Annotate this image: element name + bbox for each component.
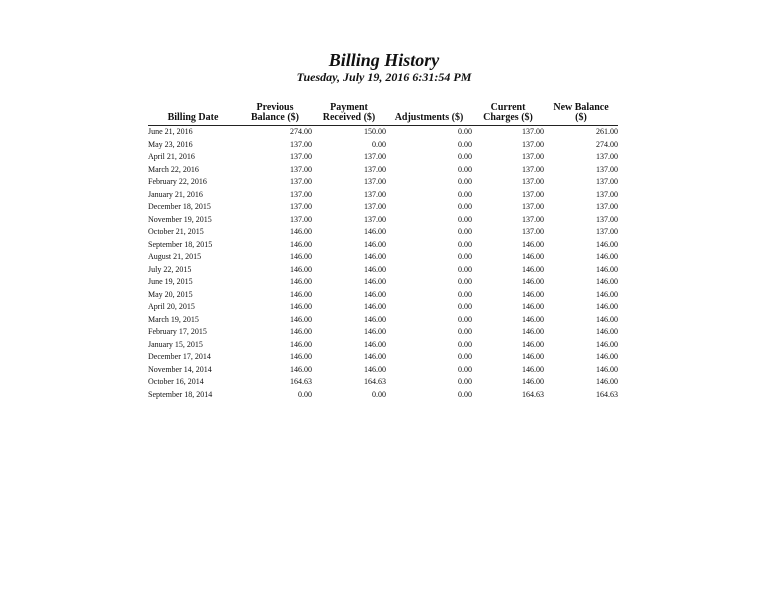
- previous-balance-cell: 137.00: [290, 177, 312, 186]
- current-charges-cell: 137.00: [522, 139, 544, 149]
- previous-balance-cell: 137.00: [290, 164, 312, 174]
- table-row: [148, 301, 618, 314]
- adjustments-cell: 0.00: [458, 227, 472, 236]
- current-charges-cell: 146.00: [522, 364, 544, 374]
- new-balance-cell: 146.00: [596, 377, 618, 386]
- header-label-line: Received ($): [322, 112, 376, 123]
- current-charges-cell: 146.00: [522, 302, 544, 311]
- previous-balance-cell: 146.00: [290, 327, 312, 336]
- billing-date-cell: June 21, 2016: [148, 127, 193, 136]
- payment-received-cell: 146.00: [364, 302, 386, 311]
- billing-date-cell: August 21, 2015: [148, 252, 202, 261]
- current-charges-cell: 137.00: [522, 227, 544, 236]
- previous-balance-cell: 146.00: [290, 239, 312, 249]
- current-charges-cell: 146.00: [522, 277, 544, 286]
- previous-balance-cell: 137.00: [290, 202, 312, 211]
- previous-balance-cell: 146.00: [290, 264, 312, 274]
- table-row: [148, 176, 618, 189]
- billing-date-cell: April 20, 2015: [148, 302, 195, 311]
- payment-received-cell: 146.00: [364, 239, 386, 249]
- billing-date-cell: July 22, 2015: [148, 264, 192, 274]
- new-balance-cell: 137.00: [596, 164, 618, 174]
- billing-date-cell: June 19, 2015: [148, 277, 193, 286]
- table-row: [148, 201, 618, 214]
- table-row: [148, 364, 618, 377]
- payment-received-header: [312, 102, 386, 126]
- new-balance-cell: 146.00: [596, 289, 618, 299]
- table-row: [148, 126, 618, 139]
- payment-received-cell: 137.00: [364, 214, 386, 224]
- new-balance-cell: 274.00: [596, 139, 618, 149]
- current-charges-cell: 137.00: [522, 214, 544, 224]
- previous-balance-cell: 0.00: [298, 389, 312, 399]
- new-balance-cell: 137.00: [596, 227, 618, 236]
- new-balance-cell: 137.00: [596, 189, 618, 199]
- current-charges-cell: 146.00: [522, 327, 544, 336]
- new-balance-cell: 137.00: [596, 214, 618, 224]
- new-balance-cell: 146.00: [596, 264, 618, 274]
- current-charges-cell: 146.00: [522, 339, 544, 349]
- table-row: [148, 239, 618, 252]
- payment-received-cell: 146.00: [364, 327, 386, 336]
- current-charges-cell: 137.00: [522, 189, 544, 199]
- current-charges-cell: 146.00: [522, 252, 544, 261]
- table-row: [148, 264, 618, 277]
- previous-balance-cell: 164.63: [290, 377, 312, 386]
- table-row: [148, 289, 618, 302]
- previous-balance-cell: 137.00: [290, 139, 312, 149]
- table-row: [148, 339, 618, 352]
- new-balance-header: [544, 102, 618, 126]
- new-balance-cell: 146.00: [596, 364, 618, 374]
- adjustments-cell: 0.00: [458, 352, 472, 361]
- previous-balance-cell: 146.00: [290, 277, 312, 286]
- table-body: [148, 126, 618, 402]
- table-row: [148, 326, 618, 339]
- billing-date-cell: December 17, 2014: [148, 352, 211, 361]
- header-label-line: Payment: [330, 102, 368, 113]
- billing-history-table: [148, 102, 618, 401]
- payment-received-cell: 137.00: [364, 164, 386, 174]
- payment-received-cell: 137.00: [364, 177, 386, 186]
- adjustments-cell: 0.00: [458, 389, 472, 399]
- table-row: [148, 376, 618, 389]
- billing-date-cell: January 15, 2015: [148, 339, 203, 349]
- payment-received-cell: 137.00: [364, 202, 386, 211]
- billing-date-cell: February 17, 2015: [148, 327, 207, 336]
- table-row: [148, 251, 618, 264]
- table-row: [148, 314, 618, 327]
- table-row: [148, 151, 618, 164]
- table-row: [148, 139, 618, 152]
- current-charges-cell: 146.00: [522, 377, 544, 386]
- table-row: [148, 351, 618, 364]
- adjustments-cell: 0.00: [458, 139, 472, 149]
- payment-received-cell: 146.00: [364, 352, 386, 361]
- current-charges-cell: 137.00: [522, 177, 544, 186]
- new-balance-cell: 261.00: [596, 127, 618, 136]
- adjustments-cell: 0.00: [458, 127, 472, 136]
- billing-date-cell: October 21, 2015: [148, 227, 204, 236]
- billing-date-cell: March 22, 2016: [148, 164, 199, 174]
- adjustments-cell: 0.00: [458, 214, 472, 224]
- billing-date-cell: May 20, 2015: [148, 289, 193, 299]
- adjustments-cell: 0.00: [458, 277, 472, 286]
- header-label-line: Previous: [256, 102, 294, 113]
- previous-balance-header: [238, 102, 312, 126]
- previous-balance-cell: 146.00: [290, 227, 312, 236]
- current-charges-cell: 137.00: [522, 127, 544, 136]
- previous-balance-cell: 146.00: [290, 252, 312, 261]
- new-balance-cell: 137.00: [596, 152, 618, 161]
- billing-date-cell: September 18, 2015: [148, 239, 213, 249]
- billing-date-cell: November 14, 2014: [148, 364, 212, 374]
- report-title: Billing History: [328, 50, 440, 70]
- table-row: [148, 226, 618, 239]
- payment-received-cell: 150.00: [364, 127, 386, 136]
- header-label-line: ($): [575, 112, 587, 123]
- billing-date-cell: April 21, 2016: [148, 152, 195, 161]
- billing-date-cell: January 21, 2016: [148, 189, 203, 199]
- new-balance-cell: 146.00: [596, 239, 618, 249]
- adjustments-cell: 0.00: [458, 302, 472, 311]
- adjustments-cell: 0.00: [458, 264, 472, 274]
- adjustments-cell: 0.00: [458, 339, 472, 349]
- new-balance-cell: 146.00: [596, 252, 618, 261]
- header-label-line: Billing Date: [167, 112, 219, 123]
- previous-balance-cell: 146.00: [290, 289, 312, 299]
- new-balance-cell: 137.00: [596, 202, 618, 211]
- new-balance-cell: 146.00: [596, 314, 618, 324]
- billing-date-cell: November 19, 2015: [148, 214, 212, 224]
- billing-date-cell: May 23, 2016: [148, 139, 193, 149]
- previous-balance-cell: 146.00: [290, 339, 312, 349]
- current-charges-cell: 146.00: [522, 264, 544, 274]
- report-timestamp: Tuesday, July 19, 2016 6:31:54 PM: [296, 70, 472, 84]
- table-row: [148, 389, 618, 402]
- new-balance-cell: 146.00: [596, 277, 618, 286]
- new-balance-cell: 146.00: [596, 327, 618, 336]
- current-charges-cell: 137.00: [522, 164, 544, 174]
- payment-received-cell: 146.00: [364, 289, 386, 299]
- header-label-line: Balance ($): [250, 112, 300, 123]
- payment-received-cell: 146.00: [364, 252, 386, 261]
- current-charges-header: [472, 102, 544, 126]
- current-charges-cell: 146.00: [522, 289, 544, 299]
- billing-date-header: [148, 102, 238, 126]
- current-charges-cell: 146.00: [522, 314, 544, 324]
- adjustments-cell: 0.00: [458, 164, 472, 174]
- payment-received-cell: 146.00: [364, 277, 386, 286]
- adjustments-cell: 0.00: [458, 252, 472, 261]
- new-balance-cell: 164.63: [596, 389, 618, 399]
- previous-balance-cell: 146.00: [290, 352, 312, 361]
- payment-received-cell: 146.00: [364, 264, 386, 274]
- payment-received-cell: 146.00: [364, 314, 386, 324]
- billing-date-cell: February 22, 2016: [148, 177, 207, 186]
- current-charges-cell: 137.00: [522, 202, 544, 211]
- header-label-line: Charges ($): [483, 112, 533, 123]
- table-row: [148, 214, 618, 227]
- new-balance-cell: 146.00: [596, 339, 618, 349]
- payment-received-cell: 146.00: [364, 227, 386, 236]
- previous-balance-cell: 146.00: [290, 314, 312, 324]
- billing-date-cell: March 19, 2015: [148, 314, 199, 324]
- payment-received-cell: 146.00: [364, 364, 386, 374]
- new-balance-cell: 146.00: [596, 352, 618, 361]
- payment-received-cell: 0.00: [372, 139, 386, 149]
- billing-date-cell: September 18, 2014: [148, 389, 213, 399]
- current-charges-cell: 137.00: [522, 152, 544, 161]
- adjustments-cell: 0.00: [458, 289, 472, 299]
- new-balance-cell: 137.00: [596, 177, 618, 186]
- payment-received-cell: 137.00: [364, 152, 386, 161]
- adjustments-cell: 0.00: [458, 377, 472, 386]
- payment-received-cell: 164.63: [364, 377, 386, 386]
- new-balance-cell: 146.00: [596, 302, 618, 311]
- previous-balance-cell: 137.00: [290, 152, 312, 161]
- previous-balance-cell: 274.00: [290, 127, 312, 136]
- adjustments-cell: 0.00: [458, 177, 472, 186]
- current-charges-cell: 146.00: [522, 239, 544, 249]
- adjustments-cell: 0.00: [458, 202, 472, 211]
- payment-received-cell: 0.00: [372, 389, 386, 399]
- header-label-line: Adjustments ($): [394, 112, 464, 123]
- payment-received-cell: 137.00: [364, 189, 386, 199]
- billing-date-cell: December 18, 2015: [148, 202, 211, 211]
- header-label-line: New Balance: [553, 102, 609, 113]
- billing-date-cell: October 16, 2014: [148, 377, 204, 386]
- table-row: [148, 276, 618, 289]
- previous-balance-cell: 146.00: [290, 302, 312, 311]
- table-row: [148, 189, 618, 202]
- header-label-line: Current: [490, 102, 526, 113]
- previous-balance-cell: 137.00: [290, 189, 312, 199]
- adjustments-cell: 0.00: [458, 189, 472, 199]
- adjustments-cell: 0.00: [458, 327, 472, 336]
- adjustments-cell: 0.00: [458, 364, 472, 374]
- adjustments-header: [386, 102, 472, 126]
- current-charges-cell: 164.63: [522, 389, 544, 399]
- current-charges-cell: 146.00: [522, 352, 544, 361]
- adjustments-cell: 0.00: [458, 314, 472, 324]
- previous-balance-cell: 146.00: [290, 364, 312, 374]
- table-row: [148, 164, 618, 177]
- table-header-row: [148, 102, 618, 126]
- adjustments-cell: 0.00: [458, 152, 472, 161]
- payment-received-cell: 146.00: [364, 339, 386, 349]
- previous-balance-cell: 137.00: [290, 214, 312, 224]
- adjustments-cell: 0.00: [458, 239, 472, 249]
